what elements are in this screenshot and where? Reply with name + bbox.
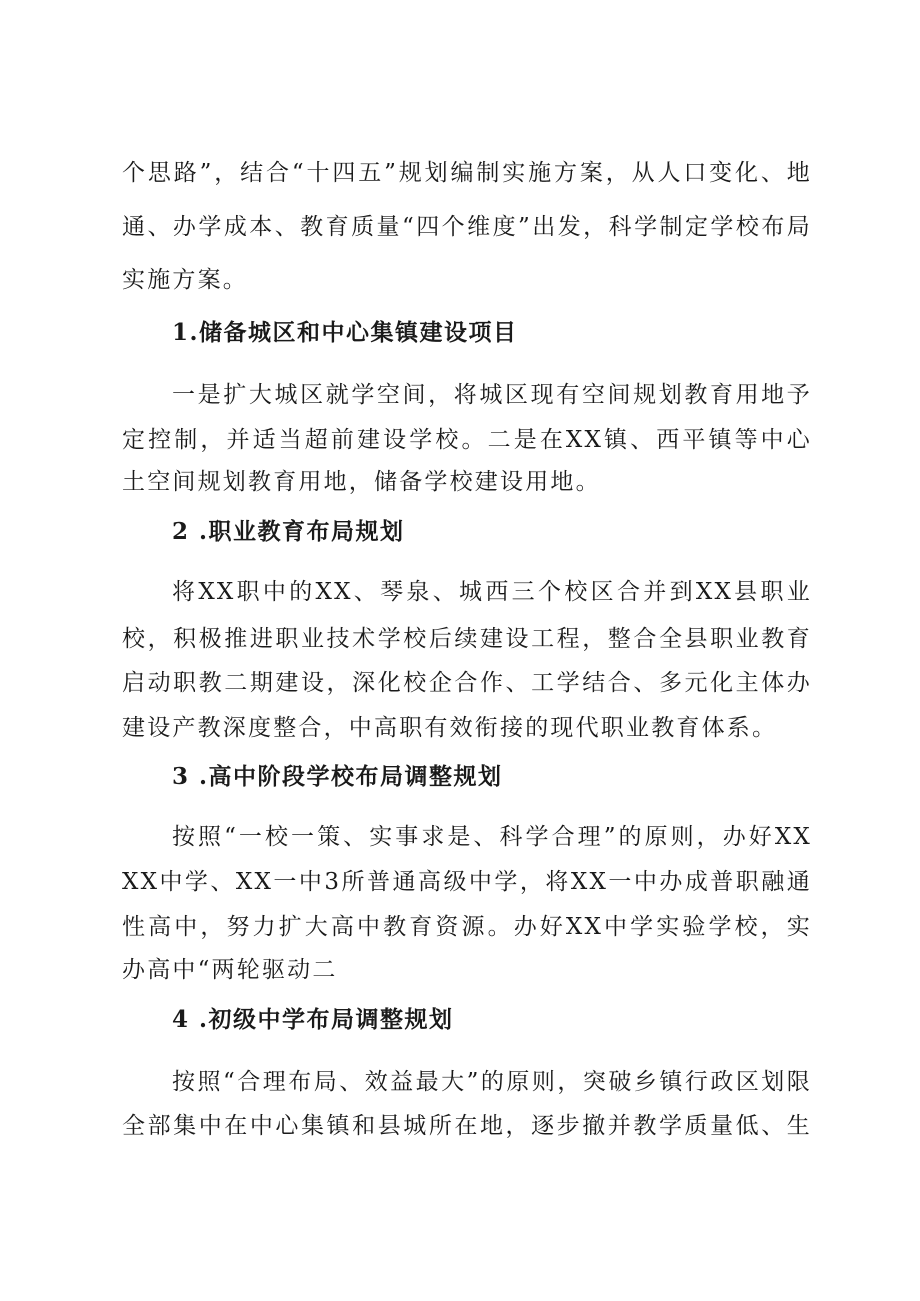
section3-line-1: 按照“一校一策、实事求是、科学合理”的原则，办好XX <box>172 824 812 850</box>
section1-line-1: 一是扩大城区就学空间，将城区现有空间规划教育用地予 <box>172 382 812 408</box>
section3-line-4: 办高中“两轮驱动二 <box>122 957 338 983</box>
section1-line-3: 土空间规划教育用地，储备学校建设用地。 <box>122 469 601 495</box>
section4-line-2: 全部集中在中心集镇和县城所在地，逐步撤并教学质量低、生 <box>122 1113 812 1139</box>
section3-heading: 3 .高中阶段学校布局调整规划 <box>172 763 503 790</box>
section3-line-2: XX中学、XX一中3所普通高级中学，将XX一中办成普职融通 <box>122 869 812 895</box>
intro-line-2: 通、办学成本、教育质量“四个维度”出发，科学制定学校布局 <box>122 214 812 240</box>
intro-line-3: 实施方案。 <box>122 267 248 293</box>
section4-line-1: 按照“合理布局、效益最大”的原则，突破乡镇行政区划限 <box>172 1069 812 1095</box>
section4-heading: 4 .初级中学布局调整规划 <box>172 1006 454 1033</box>
section2-line-1: 将XX职中的XX、琴泉、城西三个校区合并到XX县职业 <box>172 579 812 605</box>
intro-line-1: 个思路”，结合“十四五”规划编制实施方案，从人口变化、地 <box>122 160 812 186</box>
section3-line-3: 性高中，努力扩大高中教育资源。办好XX中学实验学校，实 <box>122 914 812 940</box>
section2-line-2: 校，积极推进职业技术学校后续建设工程，整合全县职业教育 <box>122 626 812 652</box>
section2-line-3: 启动职教二期建设，深化校企合作、工学结合、多元化主体办 <box>122 670 812 696</box>
section1-line-2: 定控制，并适当超前建设学校。二是在XX镇、西平镇等中心 <box>122 427 812 453</box>
section1-heading: 1.储备城区和中心集镇建设项目 <box>172 319 518 346</box>
section2-line-4: 建设产教深度整合，中高职有效衔接的现代职业教育体系。 <box>122 715 778 741</box>
section2-heading: 2 .职业教育布局规划 <box>172 518 405 545</box>
